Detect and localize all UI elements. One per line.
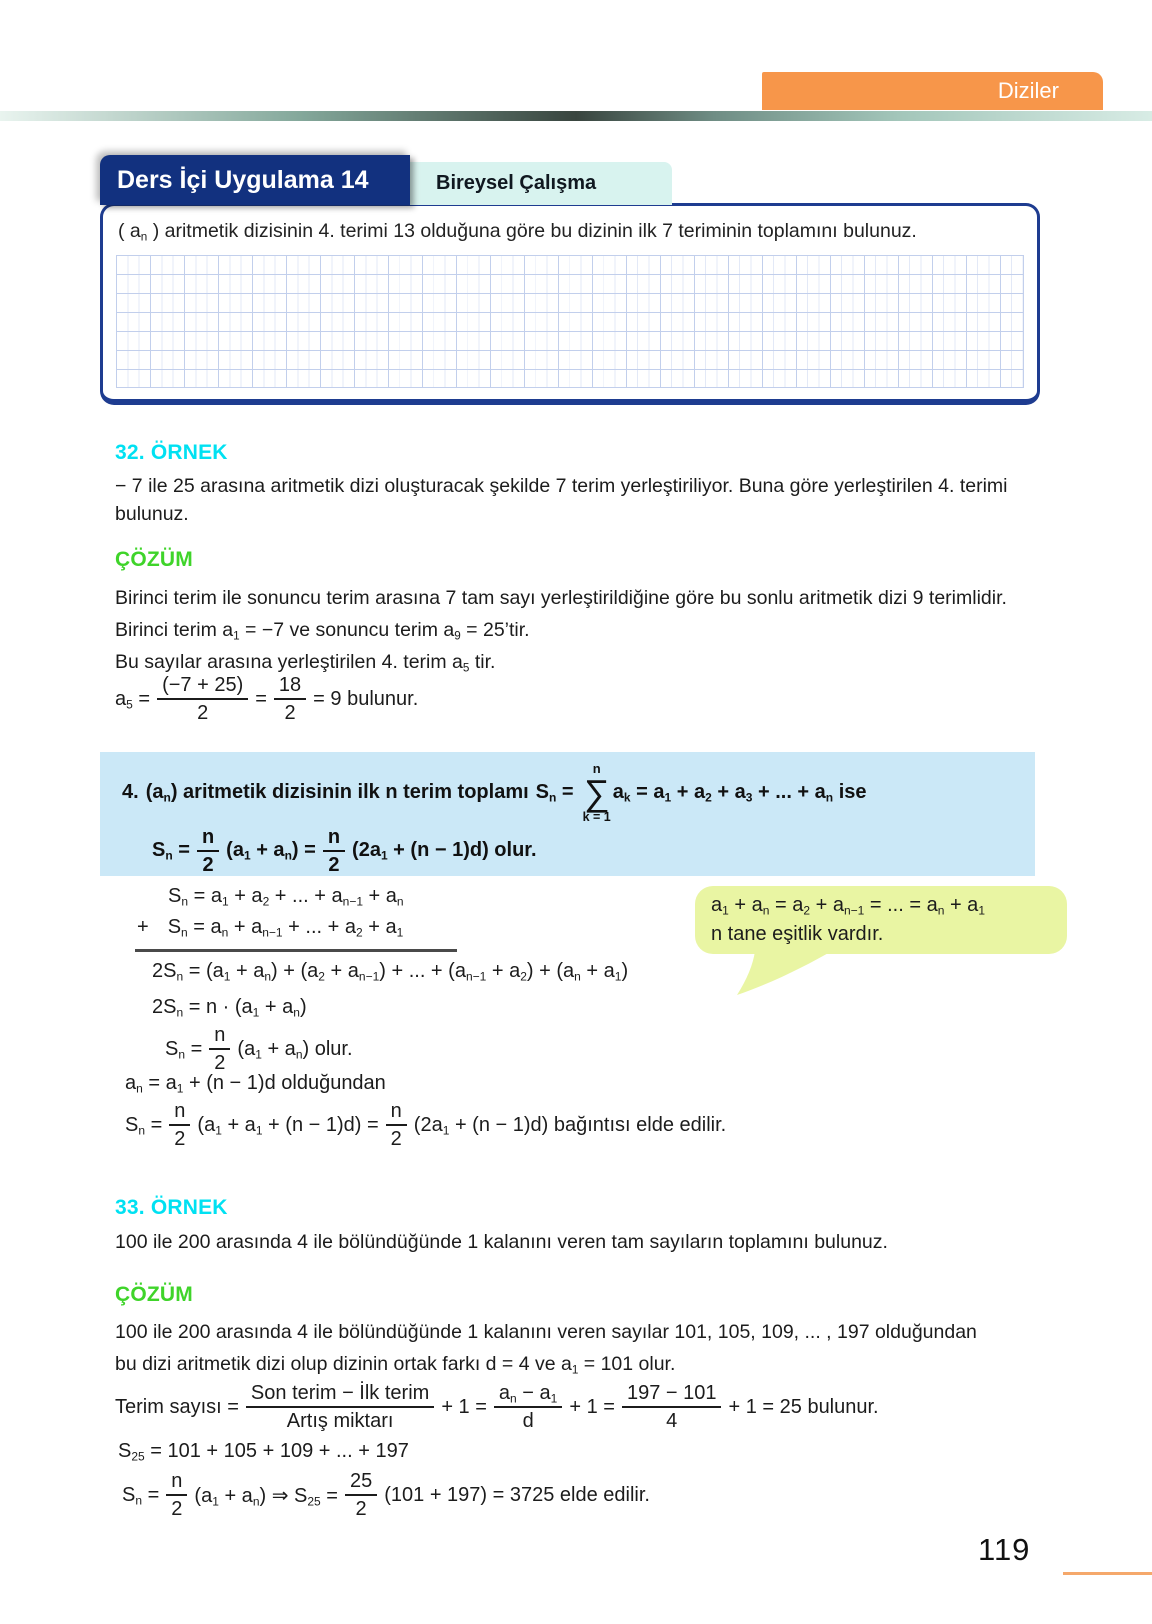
term-count-result: + 1 = 25 bulunur. — [728, 1395, 879, 1418]
fraction: $\frac{n}{2}$ — [209, 1022, 230, 1076]
final-calculation: $S_n$ = $\frac{n}{2}$ $(a_1 + a_n)$ ⇒ $S_{25}$ = $\frac{25}{2}$ (101 + 197) = 3725 elde edilir. — [122, 1470, 650, 1520]
fraction: $\frac{(-7 + 25)}{2}$ — [157, 672, 248, 726]
derivation-row-2: + $S_n = a_n + a_{n-1}$ + ... + $a_2 + a_1$ — [137, 916, 404, 940]
example-33-problem: 100 ile 200 arasında 4 ile bölündüğünde 1 kalanını veren tam sayıların toplamını bulunuz. — [115, 1231, 888, 1253]
solution-32-line-3: Bu sayılar arasına yerleştirilen 4. terim $a_5$ tir. — [115, 651, 496, 675]
equals-sign: = — [255, 687, 267, 710]
footer-orange-rule — [1063, 1572, 1152, 1575]
solution-33-line-2: bu dizi aritmetik dizi olup dizinin ortak farkı d = 4 ve $a_1 = 101$ olur. — [115, 1353, 676, 1377]
example-32-problem: − 7 ile 25 arasına aritmetik dizi oluşturacak şekilde 7 terim yerleştiriliyor. Buna göre yerleştirilen 4. terimi bulunuz. — [115, 475, 1008, 525]
fraction: $\frac{\text{Son terim − İlk terim}}{\text{Artış miktarı}}$ — [246, 1380, 434, 1434]
rule-line-2 — [152, 824, 1035, 878]
addition-underline — [135, 949, 457, 952]
question-text: ( $a_n$ ) aritmetik dizisinin 4. terimi 13 olduğuna göre bu dizinin ilk 7 teriminin toplamını bulunuz. — [118, 220, 917, 244]
worksheet-title: Ders İçi Uygulama 14 — [100, 155, 410, 205]
s25-sum-row: $S_{25} = 101 + 105 + 109$ + ... + 197 — [118, 1440, 409, 1464]
solution-32-line-1: Birinci terim ile sonuncu terim arasına 7 tam sayı yerleştirildiğine göre bu sonlu aritmetik dizi 9 terimlidir. — [115, 587, 1007, 609]
rule2-mid: $(a_1 + a_n)$ = — [226, 839, 316, 863]
solution-33-line-1: 100 ile 200 arasında 4 ile bölündüğünde 1 kalanını veren sayılar 101, 105, 109, ... , 197 olduğundan — [115, 1321, 977, 1343]
bubble-line-2: n tane eşitlik vardır. — [711, 923, 884, 945]
example-32-heading: 32. ÖRNEK — [115, 441, 228, 464]
rule-sn-equals: $S_n$ = — [535, 781, 574, 805]
calc-lhs: $a_5$ = — [115, 687, 151, 711]
section-divider-bar — [0, 111, 1152, 121]
rule-line-1 — [122, 762, 1035, 824]
fraction: $\frac{197 - 101}{4}$ — [622, 1380, 722, 1434]
chapter-badge: Diziler — [762, 72, 1103, 110]
derivation-row-4: $2S_n = n \cdot (a_1 + a_n)$ — [152, 996, 307, 1020]
example-33-solution-heading: ÇÖZÜM — [115, 1283, 193, 1306]
bubble-tail — [737, 951, 847, 997]
worksheet-mode-tab: Bireysel Çalışma — [410, 162, 672, 205]
rule2-end: $(2a_1 + (n - 1)d)$ olur. — [352, 839, 537, 863]
rule2-lhs: $S_n$ = — [152, 839, 190, 863]
fraction: $\frac{n}{2}$ — [169, 1098, 190, 1152]
term-count-calculation: Terim sayısı = $\frac{\text{Son terim − İlk terim}}{\text{Artış miktarı}}$ + 1 = $\frac{a_n - a_1}{d}$ + 1 = $\frac{197 - 101}{4}$ + 1 = 25 bulunur. — [115, 1382, 879, 1432]
fraction: $\frac{n}{2}$ — [386, 1098, 407, 1152]
summation-notation: n ∑ k = 1 — [582, 761, 611, 824]
example-33-heading: 33. ÖRNEK — [115, 1196, 228, 1219]
answer-grid[interactable] — [116, 255, 1024, 388]
bubble-line-1: $a_1 + a_n = a_2 + a_{n-1}$ = ... = $a_n + a_1$ — [711, 894, 985, 918]
plus-sign: + — [137, 916, 149, 938]
formula-rule-box — [100, 752, 1035, 876]
rule-number: 4. — [122, 781, 139, 804]
derivation-row-5: $S_n$ = $\frac{n}{2}$ $(a_1 + a_n)$ olur. — [165, 1024, 353, 1074]
fraction: $\frac{a_n - a_1}{d}$ — [494, 1380, 562, 1434]
page-number: 119 — [978, 1532, 1031, 1567]
sigma-icon: ∑ — [583, 772, 610, 813]
calc-result: = 9 bulunur. — [313, 687, 419, 710]
rule-sum-expansion: $a_k = a_1 + a_2 + a_3$ + ... + $a_n$ ise — [612, 781, 867, 805]
derivation-row-6: $a_n = a_1 + (n - 1)d$ olduğundan — [125, 1072, 386, 1096]
term-count-lhs: Terim sayısı = — [115, 1395, 239, 1418]
solution-32-calculation — [115, 672, 425, 726]
fraction: $\frac{25}{2}$ — [345, 1468, 377, 1522]
fraction: $\frac{18}{2}$ — [274, 672, 306, 726]
fraction: $\frac{n}{2}$ — [166, 1468, 187, 1522]
question-box — [100, 203, 1040, 405]
example-32-solution-heading: ÇÖZÜM — [115, 548, 193, 571]
fraction: $\frac{n}{2}$ — [323, 824, 345, 878]
solution-32-line-2: Birinci terim $a_1 = -7$ ve sonuncu terim $a_9$ = 25’tir. — [115, 619, 530, 643]
derivation-row-1: $S_n = a_1 + a_2$ + ... + $a_{n-1} + a_n$ — [168, 885, 404, 909]
derivation-row-3: $2S_n = (a_1 + a_n) + (a_2 + a_{n-1})$ + ... + $(a_{n-1} + a_2) + (a_n + a_1)$ — [152, 960, 629, 984]
rule-intro: $(a_n)$ aritmetik dizisinin ilk n terim toplamı — [145, 781, 529, 805]
derivation-row-7: $S_n$ = $\frac{n}{2}$ $(a_1 + a_1 + (n - 1)d)$ = $\frac{n}{2}$ $(2a_1 + (n - 1)d)$ bağıntısı elde edilir. — [125, 1100, 727, 1150]
fraction: $\frac{n}{2}$ — [197, 824, 219, 878]
note-speech-bubble — [695, 886, 1067, 954]
